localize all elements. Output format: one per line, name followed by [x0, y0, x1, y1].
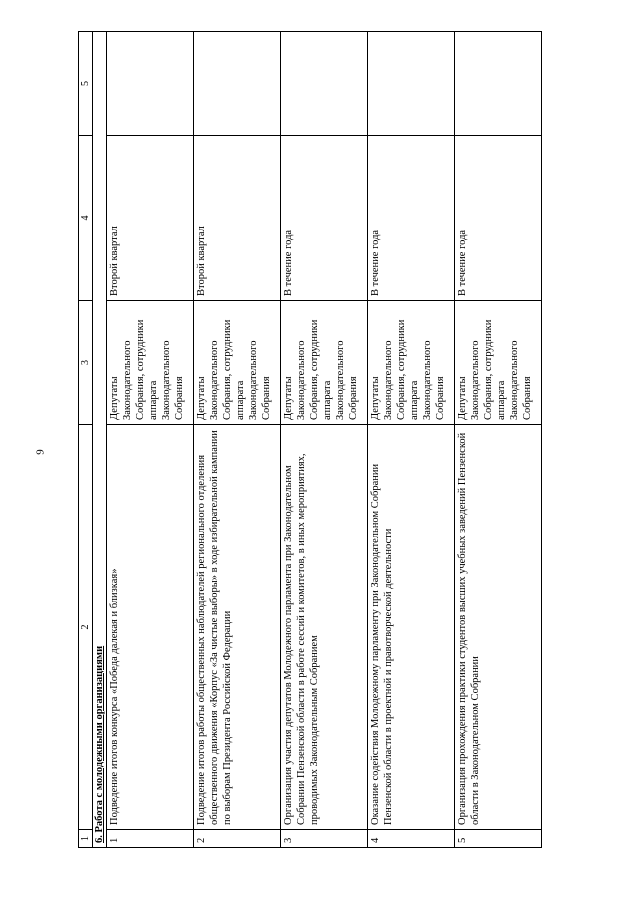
responsible-cell: Депутаты Законодательного Собрания, сотрудники аппарата Законодательного Собрания	[107, 301, 194, 425]
period-cell: В течение года	[368, 136, 455, 301]
table-row	[107, 32, 194, 848]
event-cell: Организация прохождения практики студентов высших учебных заведений Пензенской области в Законодательном Собрании	[455, 425, 542, 830]
row-number: 1	[107, 830, 194, 848]
table-row	[368, 32, 455, 848]
plan-table	[78, 31, 542, 848]
responsible-cell: Депутаты Законодательного Собрания, сотрудники аппарата Законодательного Собрания	[368, 301, 455, 425]
responsible-cell: Депутаты Законодательного Собрания, сотрудники аппарата Законодательного Собрания	[455, 301, 542, 425]
column-header: 3	[79, 301, 93, 425]
page-number: 9	[34, 449, 47, 455]
period-cell: Второй квартал	[194, 136, 281, 301]
note-cell	[455, 32, 542, 136]
column-header: 2	[79, 425, 93, 830]
period-cell: В течение года	[455, 136, 542, 301]
row-number: 3	[281, 830, 368, 848]
note-cell	[281, 32, 368, 136]
row-number: 4	[368, 830, 455, 848]
period-cell: Второй квартал	[107, 136, 194, 301]
column-header: 1	[79, 830, 93, 848]
section-row	[93, 32, 107, 848]
table-row	[194, 32, 281, 848]
row-number: 2	[194, 830, 281, 848]
table-row	[455, 32, 542, 848]
note-cell	[194, 32, 281, 136]
column-header: 5	[79, 32, 93, 136]
row-number: 5	[455, 830, 542, 848]
event-cell: Подведение итогов конкурса «Победа далекая и близкая»	[107, 425, 194, 830]
event-cell: Подведение итогов работы общественных наблюдателей регионального отделения общественного движения «Корпус «За чистые выборы» в ходе избирательной кампании по выборам Президента Российской Федерации	[194, 425, 281, 830]
event-cell: Организация участия депутатов Молодежного парламента при Законодательном Собрании Пензенской области в работе сессий и комитетов, в иных мероприятиях, проводимых Законодательным Собранием	[281, 425, 368, 830]
column-header-row	[79, 32, 93, 848]
period-cell: В течение года	[281, 136, 368, 301]
note-cell	[368, 32, 455, 136]
column-header: 4	[79, 136, 93, 301]
table-row	[281, 32, 368, 848]
note-cell	[107, 32, 194, 136]
event-cell: Оказание содействия Молодежному парламенту при Законодательном Собрании Пензенской области в проектной и правотворческой деятельности	[368, 425, 455, 830]
responsible-cell: Депутаты Законодательного Собрания, сотрудники аппарата Законодательного Собрания	[194, 301, 281, 425]
responsible-cell: Депутаты Законодательного Собрания, сотрудники аппарата Законодательного Собрания	[281, 301, 368, 425]
rotated-table-wrapper	[78, 32, 533, 848]
section-title: 6. Работа с молодежными организациями	[93, 32, 107, 848]
